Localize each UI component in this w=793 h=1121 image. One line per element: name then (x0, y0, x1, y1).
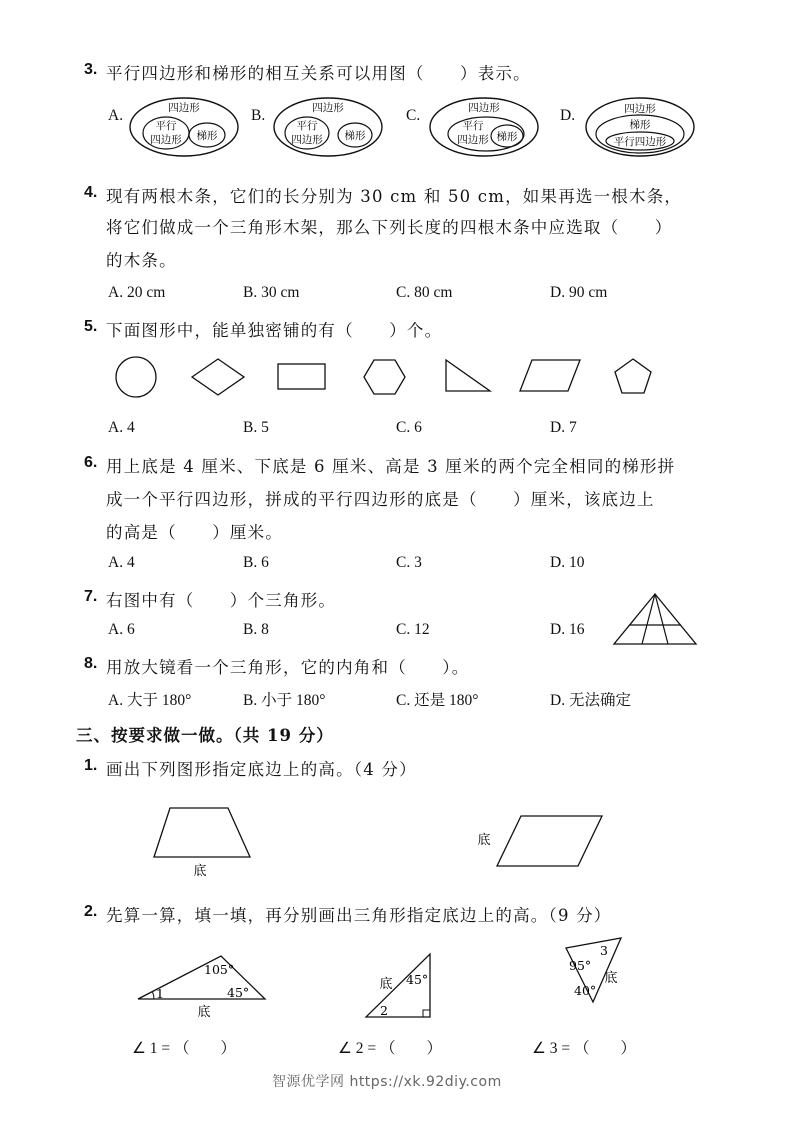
q3-venn-b (272, 96, 384, 158)
section-3-p2-number: 2. (84, 903, 98, 920)
triangle-1-angle-105-label: 105° (204, 962, 235, 977)
section-3-title: 三、按要求做一做。（共 19 分） (76, 726, 334, 745)
venn-b-trap-label: 梯形 (344, 130, 366, 142)
triangle-2-angle-2-label: 2 (380, 1003, 388, 1018)
parallelogram-shape (520, 360, 580, 391)
q7-triangle-figure (612, 592, 698, 648)
venn-b-para-label-2: 四边形 (291, 134, 323, 146)
q5-option-b: B. 5 (243, 419, 269, 436)
venn-d-trap-label: 梯形 (629, 119, 651, 131)
section-3-p1-number: 1. (84, 757, 98, 774)
q5-shapes (110, 355, 670, 399)
triangle-2-figure (362, 950, 442, 1022)
venn-d-para-label: 平行四边形 (613, 136, 667, 148)
question-8-text: 用放大镜看一个三角形，它的内角和（ ）。 (106, 658, 470, 677)
venn-a-trap-label: 梯形 (196, 130, 218, 142)
question-3-text: 平行四边形和梯形的相互关系可以用图（ ）表示。 (106, 64, 531, 83)
question-8-number: 8. (84, 655, 98, 672)
question-4-line-1: 现有两根木条，它们的长分别为 30 cm 和 50 cm，如果再选一根木条， (106, 187, 683, 206)
triangle-3-figure (560, 936, 640, 1008)
triangle-1-base-label: 底 (197, 1005, 211, 1020)
section-3-p1-text: 画出下列图形指定底边上的高。（4 分） (106, 760, 417, 779)
q3-venn-c (428, 96, 540, 158)
triangle-1-angle-1-label: 1 (156, 986, 164, 1001)
rhombus-shape (192, 359, 244, 395)
venn-a-para-label-1: 平行 (155, 120, 177, 132)
circle-shape (116, 357, 156, 397)
question-6-line-3: 的高是（ ）厘米。 (106, 523, 283, 542)
triangle-3-angle-40-label: 40° (574, 983, 597, 998)
question-5-number: 5. (84, 318, 98, 335)
triangle-2-angle-45-label: 45° (406, 972, 429, 987)
q7-option-c: C. 12 (396, 621, 430, 638)
section-3-p2-text: 先算一算，填一填，再分别画出三角形指定底边上的高。（9 分） (106, 906, 612, 925)
angle-3-answer: ∠ 3 = （ ） (532, 1040, 637, 1057)
q4-option-b: B. 30 cm (243, 284, 300, 301)
q3-venn-a (128, 96, 240, 158)
q4-option-d: D. 90 cm (550, 284, 608, 301)
parallelogram-figure (474, 812, 614, 872)
parallelogram-base-label: 底 (477, 833, 491, 848)
right-triangle-shape (446, 360, 490, 391)
triangle-1-figure (134, 950, 274, 1022)
question-7-number: 7. (84, 588, 98, 605)
pentagon-shape (615, 359, 651, 393)
triangle-3-angle-95-label: 95° (569, 958, 592, 973)
q6-option-b: B. 6 (243, 554, 269, 571)
q4-option-a: A. 20 cm (108, 284, 166, 301)
question-6-line-1: 用上底是 4 厘米、下底是 6 厘米、高是 3 厘米的两个完全相同的梯形拼 (106, 457, 676, 476)
trapezoid-figure (150, 804, 260, 884)
question-6-line-2: 成一个平行四边形，拼成的平行四边形的底是（ ）厘米，该底边上 (106, 490, 655, 509)
angle-2-answer: ∠ 2 = （ ） (338, 1040, 443, 1057)
q7-option-b: B. 8 (243, 621, 269, 638)
rectangle-shape (278, 364, 325, 389)
q3-venn-d (584, 96, 696, 158)
q7-option-a: A. 6 (108, 621, 135, 638)
q3-option-b: B. (251, 107, 266, 124)
q8-option-a: A. 大于 180° (108, 692, 192, 709)
venn-d-quad-label: 四边形 (624, 103, 656, 115)
venn-c-para-label-1: 平行 (462, 120, 484, 132)
venn-c-para-label-2: 四边形 (457, 134, 489, 146)
angle-1-answer: ∠ 1 = （ ） (132, 1040, 237, 1057)
triangle-3-angle-3-label: 3 (600, 943, 608, 958)
triangle-3-base-label: 底 (604, 971, 618, 986)
q5-option-a: A. 4 (108, 419, 135, 436)
trapezoid-base-label: 底 (193, 864, 207, 879)
question-4-line-2: 将它们做成一个三角形木架，那么下列长度的四根木条中应选取（ ） (106, 218, 673, 237)
q3-option-d: D. (560, 107, 576, 124)
triangle-1-angle-45-label: 45° (227, 985, 250, 1000)
question-4-line-3: 的木条。 (106, 251, 177, 270)
venn-b-quad-label: 四边形 (312, 102, 344, 114)
venn-a-para-label-2: 四边形 (150, 134, 182, 146)
question-7-text: 右图中有（ ）个三角形。 (106, 591, 337, 610)
footer-watermark: 智源优学网 https://xk.92diy.com (272, 1074, 502, 1090)
q5-option-d: D. 7 (550, 419, 577, 436)
venn-a-quad-label: 四边形 (168, 102, 200, 114)
q6-option-d: D. 10 (550, 554, 585, 571)
q8-option-b: B. 小于 180° (243, 692, 326, 709)
q5-option-c: C. 6 (396, 419, 422, 436)
question-4-number: 4. (84, 184, 98, 201)
q7-option-d: D. 16 (550, 621, 585, 638)
q8-option-c: C. 还是 180° (396, 692, 479, 709)
q8-option-d: D. 无法确定 (550, 692, 631, 709)
hexagon-shape (364, 360, 405, 394)
q6-option-a: A. 4 (108, 554, 135, 571)
q4-option-c: C. 80 cm (396, 284, 453, 301)
venn-c-trap-label: 梯形 (496, 131, 518, 143)
triangle-2-base-label: 底 (379, 977, 393, 992)
question-5-text: 下面图形中，能单独密铺的有（ ）个。 (106, 321, 443, 340)
question-6-number: 6. (84, 454, 98, 471)
venn-c-quad-label: 四边形 (468, 102, 500, 114)
q3-option-a: A. (108, 107, 124, 124)
question-3-number: 3. (84, 61, 98, 78)
q6-option-c: C. 3 (396, 554, 422, 571)
venn-b-para-label-1: 平行 (296, 120, 318, 132)
q3-option-c: C. (406, 107, 421, 124)
